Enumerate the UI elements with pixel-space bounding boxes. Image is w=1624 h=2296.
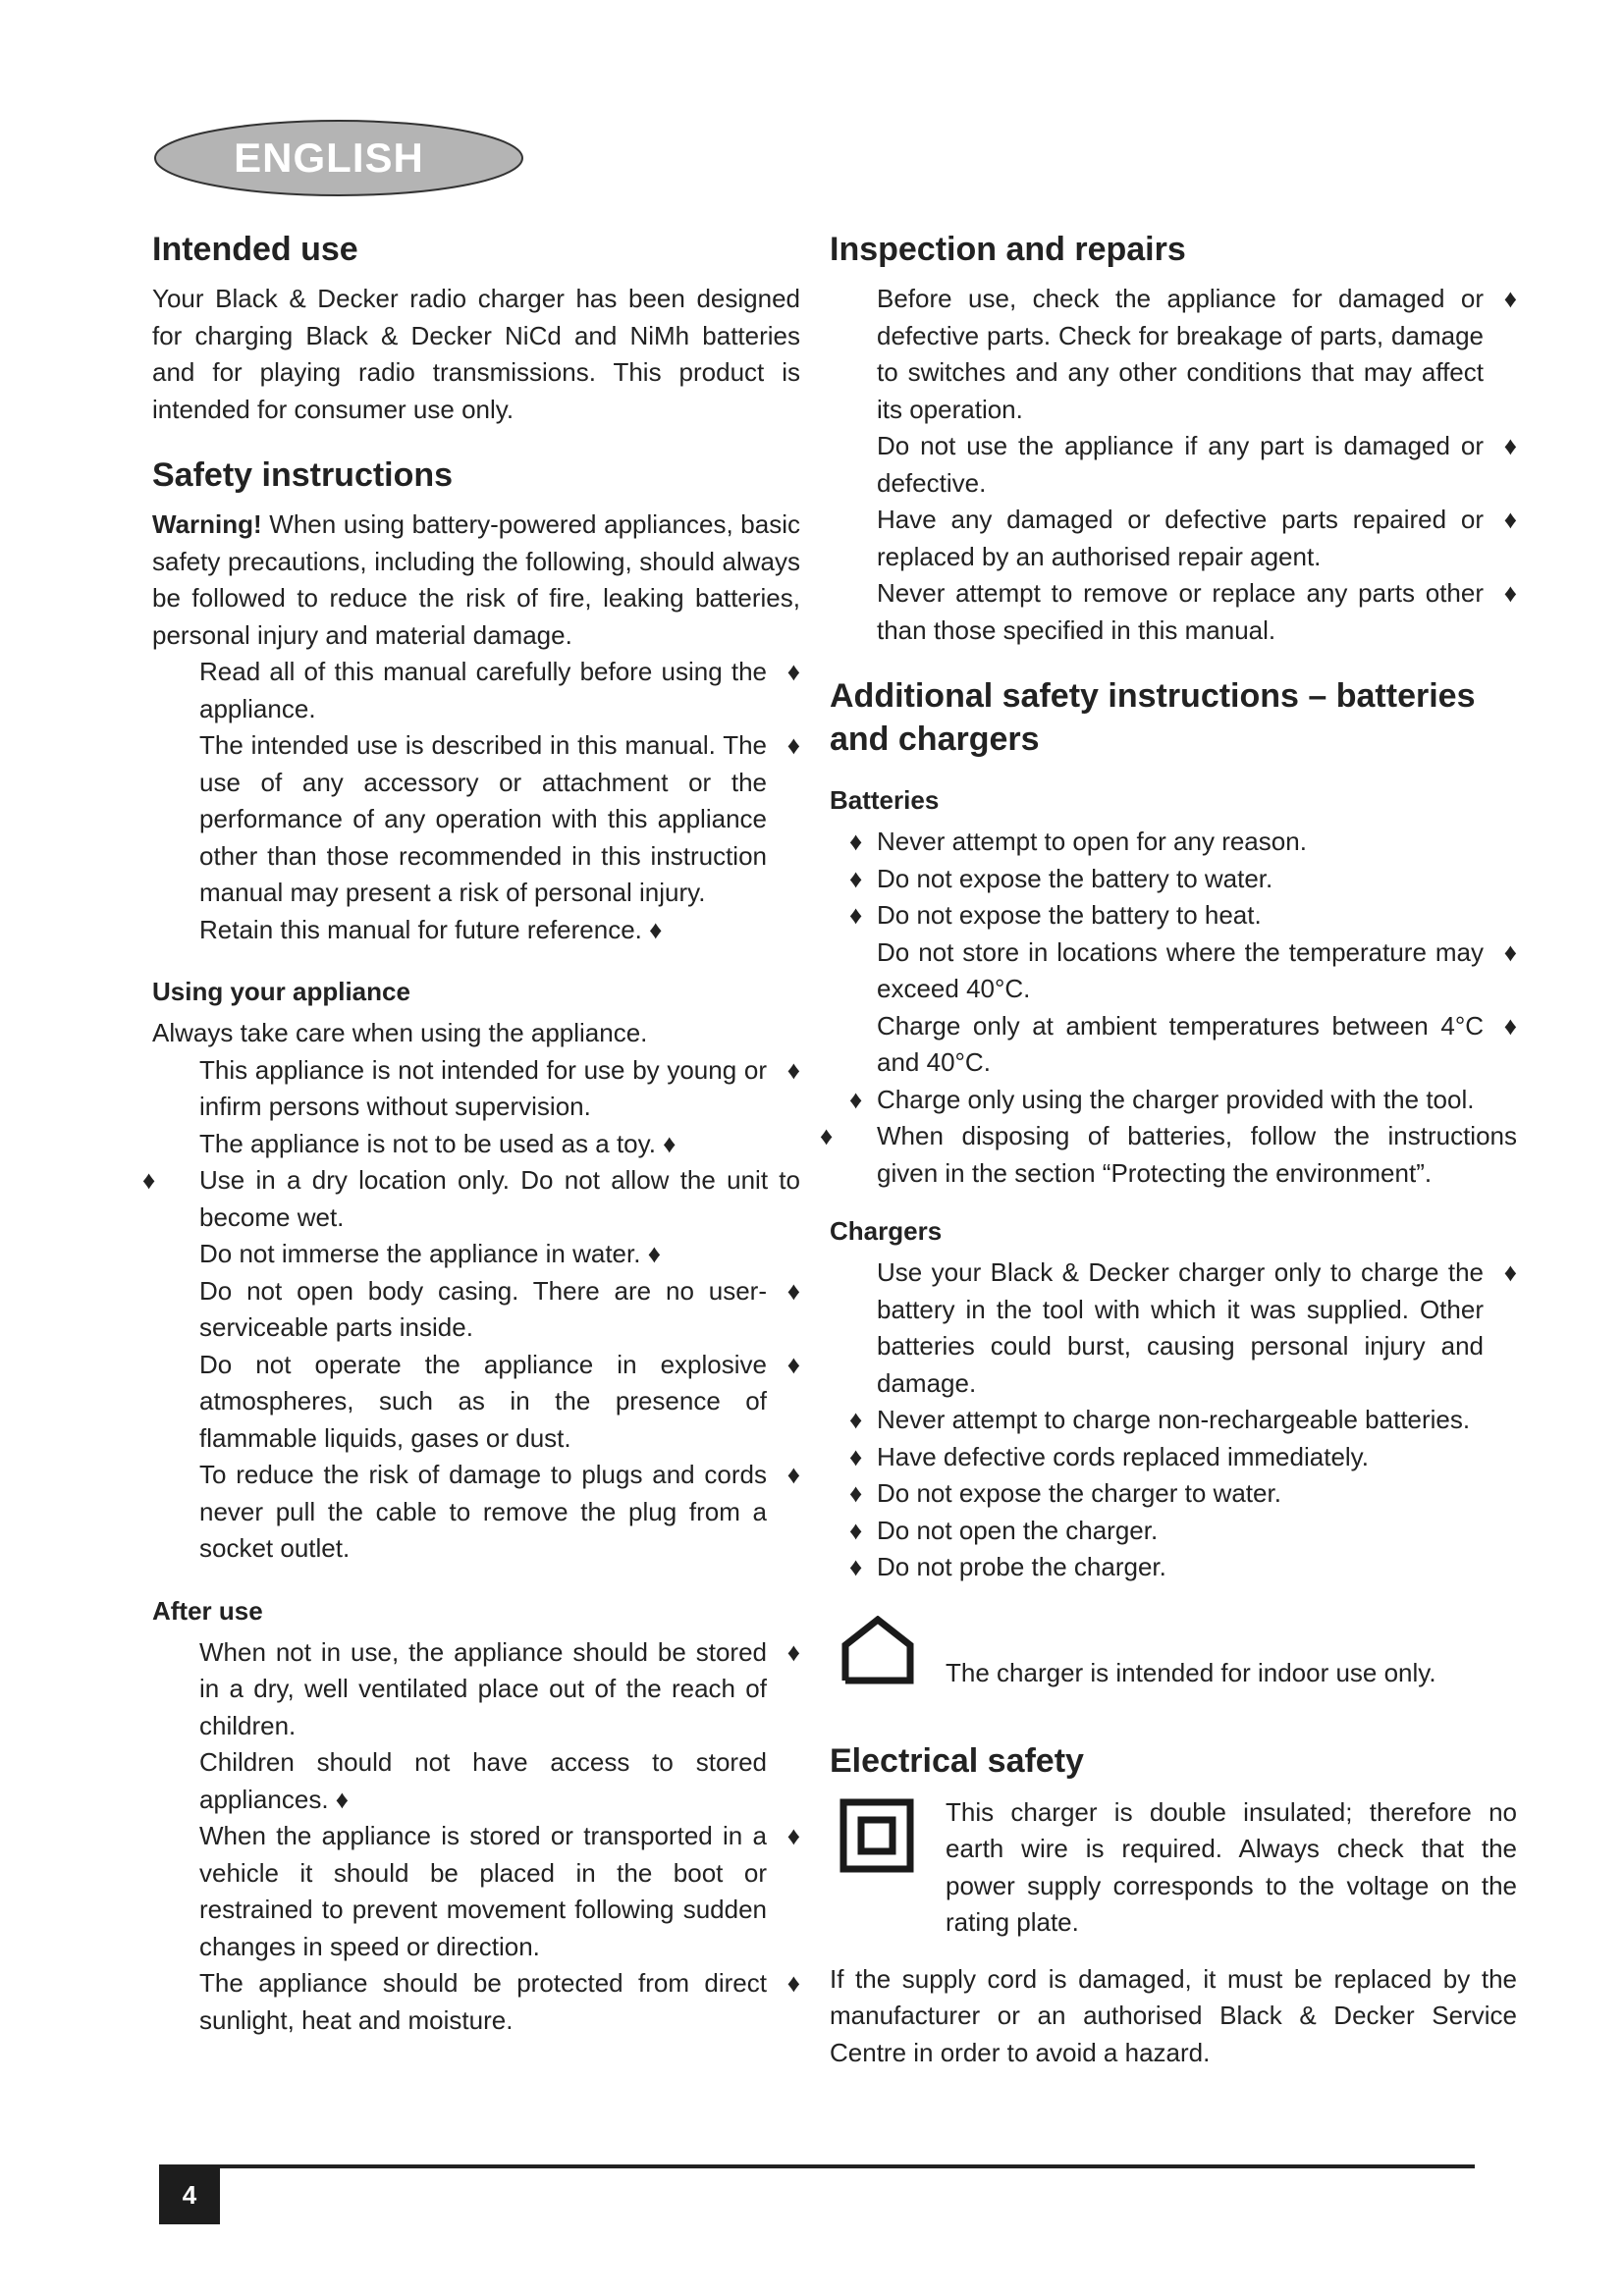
list-item-text: Charge only at ambient temperatures between 4°C and 40°C. [877,1010,1484,1077]
list-item-text: Do not store in locations where the temperature may exceed 40°C. [877,936,1484,1003]
footer-rule [159,2164,1475,2168]
additional-safety-section [820,674,1517,1704]
bullet-icon: ♦ [849,900,863,930]
intended-use-text: Your Black & Decker radio charger has been designed for charging Black & Decker NiCd and NiMh batteries and for playing radio transmissions. This product is intended for consumer use only. [152,284,800,424]
bullet-icon: ♦ [786,1054,800,1085]
list-item [152,1965,800,2039]
list-item-text: Have any damaged or defective parts repaired or replaced by an authorised repair agent. [877,505,1484,571]
electrical-safety-section [830,1739,1517,2072]
warning-label: Warning! [152,509,262,539]
list-item [152,654,800,727]
bullet-icon: ♦ [1503,1257,1517,1287]
list-item-text: When disposing of batteries, follow the instructions given in the section “Protecting the environment”. [877,1121,1517,1188]
list-item [152,1052,800,1126]
bullet-icon: ♦ [647,1239,661,1268]
list-item [830,824,1517,861]
after-use-section [152,1593,800,2040]
bullet-icon: ♦ [849,1552,863,1581]
list-item [152,1818,800,1965]
bullet-icon: ♦ [1503,936,1517,967]
bullet-icon: ♦ [849,1478,863,1508]
indoor-use-notice [830,1616,1517,1704]
chargers-heading: Chargers [830,1216,943,1246]
list-item [830,281,1517,428]
bullet-icon: ♦ [786,657,800,686]
house-icon [839,1616,916,1684]
indoor-use-text: The charger is intended for indoor use only. [946,1657,1436,1687]
list-item [152,1273,800,1347]
list-item-text: Do not open body casing. There are no user-serviceable parts inside. [199,1275,767,1342]
safety-warning [152,507,800,654]
double-insulation-icon [839,1798,914,1873]
supply-cord-text: If the supply cord is damaged, it must be replaced by the manufacturer or an authorised Black & Decker Service Centre in order to avoid a hazard. [830,1963,1517,2067]
inspection-heading: Inspection and repairs [830,231,1186,268]
bullet-icon: ♦ [849,1441,863,1471]
double-insulated-text: This charger is double insulated; therefore no earth wire is required. Always check that the power supply corresponds to the voltage on the rating plate. [946,1796,1517,1937]
bullet-icon: ♦ [786,730,800,760]
bullet-icon: ♦ [786,1460,800,1489]
bullet-icon: ♦ [786,1821,800,1850]
double-insulated-notice [830,1794,1517,1942]
list-item-text: Do not probe the charger. [877,1552,1166,1581]
list-item-text: The intended use is described in this manual. The use of any accessory or attachment or the performance of any operation with this appliance other than those recommended in this instruction manual may present a risk of personal injury. [199,730,767,907]
list-item [830,1513,1517,1550]
list-item [152,1634,800,1745]
list-item-text: Use your Black & Decker charger only to charge the battery in the tool with which it was supplied. Other batteries could burst, causing personal injury and damage. [877,1257,1484,1398]
list-item-text: Do not use the appliance if any part is damaged or defective. [877,431,1484,498]
bullet-icon: ♦ [786,1275,800,1306]
list-item [152,1126,800,1163]
bullet-icon: ♦ [849,1405,863,1434]
using-appliance-heading: Using your appliance [152,977,410,1006]
right-column [820,228,1517,2097]
list-item [152,1236,800,1273]
list-item-text: When not in use, the appliance should be stored in a dry, well ventilated place out of the reach of children. [199,1636,767,1740]
list-item [830,1549,1517,1586]
list-item [830,1402,1517,1439]
list-item-text: Do not operate the appliance in explosive atmospheres, such as in the presence of flammable liquids, gases or dust. [199,1349,767,1453]
using-appliance-intro: Always take care when using the appliance. [152,1018,648,1047]
bullet-icon: ♦ [649,914,663,944]
bullet-icon: ♦ [786,1636,800,1667]
list-item-text: Retain this manual for future reference. [199,914,642,944]
bullet-icon: ♦ [849,827,863,856]
list-item [830,428,1517,502]
bullet-icon: ♦ [1503,431,1517,460]
list-item [142,1162,800,1236]
electrical-safety-heading: Electrical safety [830,1741,1084,1780]
list-item-text: Read all of this manual carefully before using the appliance. [199,657,767,723]
list-item-text: Children should not have access to stored appliances. [199,1747,767,1814]
bullet-icon: ♦ [663,1128,677,1158]
list-item [820,1118,1517,1192]
list-item-text: Never attempt to charge non-rechargeable batteries. [877,1405,1471,1434]
bullet-icon: ♦ [1503,578,1517,608]
list-item-text: Do not open the charger. [877,1515,1159,1545]
bullet-icon: ♦ [786,1968,800,1998]
list-item-text: This appliance is not intended for use by young or infirm persons without supervision. [199,1054,767,1121]
list-item [830,575,1517,649]
list-item-text: To reduce the risk of damage to plugs and cords never pull the cable to remove the plug from a socket outlet. [199,1460,767,1563]
safety-section [152,454,800,948]
language-label: ENGLISH [234,134,424,181]
list-item [830,934,1517,1008]
list-item-text: Never attempt to remove or replace any parts other than those specified in this manual. [877,578,1484,645]
using-appliance-section [142,974,800,1568]
list-item-text: The appliance is not to be used as a toy. [199,1128,656,1158]
list-item [830,1082,1517,1119]
intended-use-heading: Intended use [152,231,358,268]
bullet-icon: ♦ [849,863,863,893]
list-item [830,1008,1517,1082]
list-item [152,1457,800,1568]
inspection-section [830,228,1517,649]
list-item [152,727,800,912]
list-item-text: The appliance should be protected from direct sunlight, heat and moisture. [199,1968,767,2035]
batteries-heading: Batteries [830,785,940,815]
bullet-icon: ♦ [1503,284,1517,313]
list-item-text: Never attempt to open for any reason. [877,827,1307,856]
list-item-text: When the appliance is stored or transported in a vehicle it should be placed in the boot or restrained to prevent movement following sudden changes in speed or direction. [199,1821,767,1961]
additional-safety-heading: Additional safety instructions – batteries and chargers [830,677,1476,758]
page-number: 4 [159,2165,220,2224]
list-item-text: Do not expose the charger to water. [877,1478,1281,1508]
bullet-icon: ♦ [820,1121,834,1150]
bullet-icon: ♦ [849,1084,863,1114]
list-item-text: Use in a dry location only. Do not allow the unit to become wet. [199,1165,800,1232]
bullet-icon: ♦ [1503,1010,1517,1041]
bullet-icon: ♦ [142,1165,156,1195]
list-item-text: Have defective cords replaced immediately. [877,1441,1369,1471]
warning-text: When using battery-powered appliances, basic safety precautions, including the following, should always be followed to reduce the risk of fire, leaking batteries, personal injury and material damage. [152,509,800,650]
safety-heading: Safety instructions [152,456,454,494]
list-item-text: Do not expose the battery to water. [877,863,1273,893]
list-item [152,912,800,949]
bullet-icon: ♦ [1503,505,1517,534]
left-column [142,228,800,2064]
list-item-text: Charge only using the charger provided with the tool. [877,1084,1475,1114]
list-item [830,1439,1517,1476]
after-use-heading: After use [152,1595,263,1626]
list-item-text: Do not immerse the appliance in water. [199,1239,641,1268]
list-item [830,897,1517,934]
list-item [830,861,1517,898]
list-item [830,1255,1517,1402]
list-item [152,1347,800,1458]
bullet-icon: ♦ [786,1349,800,1379]
list-item-text: Do not expose the battery to heat. [877,900,1262,930]
list-item [152,1744,800,1818]
list-item [830,502,1517,575]
bullet-icon: ♦ [335,1784,350,1814]
list-item [830,1475,1517,1513]
language-tab [152,118,525,198]
list-item-text: Before use, check the appliance for damaged or defective parts. Check for breakage of parts, damage to switches and any other conditions that may affect its operation. [877,284,1484,424]
intended-use-section [152,228,800,428]
bullet-icon: ♦ [849,1515,863,1545]
